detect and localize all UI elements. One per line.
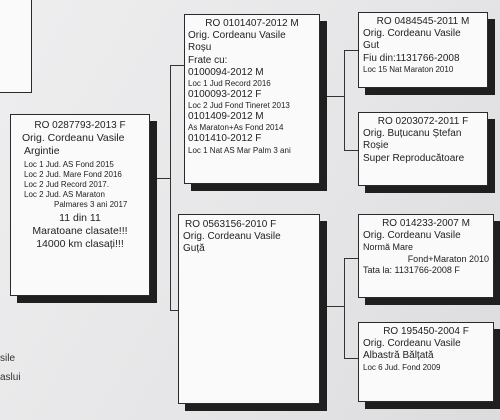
dam-reg: RO 0563156-2010 F	[185, 219, 277, 230]
sire-dam-box	[358, 112, 488, 186]
connector-line	[344, 150, 358, 151]
sire-sire-box	[358, 12, 488, 88]
cropped-text: sile	[0, 353, 16, 364]
connector-line	[344, 358, 358, 359]
ds-orig: Orig. Cordeanu Vasile	[363, 230, 461, 242]
sire-siblings-label: Frate cu:	[188, 54, 228, 66]
sire-reg: RO 0101407-2012 M	[205, 18, 299, 29]
sire-box	[184, 14, 320, 184]
dd-name: Albastră Bălțată	[363, 350, 434, 362]
connector-line	[344, 258, 345, 358]
ss-name: Gut	[363, 40, 380, 52]
connector-line	[344, 258, 358, 259]
dam-dam-box	[358, 322, 494, 402]
root-note: Loc 2 Jud. Mare Fond 2016	[24, 169, 122, 179]
ds-line2: Tata la: 1131766-2008 F	[363, 264, 460, 275]
sibling-reg: 0101409-2012 M	[188, 111, 264, 123]
ss-line1: Fiu din:1131766-2008	[363, 52, 460, 64]
sibling-note: Loc 1 Jud Record 2016	[188, 78, 271, 88]
dam-orig: Orig. Cordeanu Vasile	[183, 231, 281, 243]
root-summary: Maratoane clasate!!!	[32, 224, 128, 237]
connector-line	[150, 178, 170, 179]
sd-line1: Super Reproducătoare	[363, 152, 465, 164]
ds-name: Normă Mare	[363, 242, 414, 253]
dd-line1: Loc 6 Jud. Fond 2009	[363, 362, 441, 372]
sibling-note: Loc 2 Jud Fond Tineret 2013	[188, 101, 290, 111]
connector-line	[170, 65, 184, 66]
sibling-note: Loc 1 Nat AS Mar Palm 3 ani	[188, 145, 291, 155]
ds-reg: RO 014233-2007 M	[382, 218, 470, 229]
root-note: Loc 1 Jud. AS Fond 2015	[24, 159, 114, 169]
cropped-text: aslui	[0, 372, 21, 383]
ds-line1: Fond+Maraton 2010	[407, 253, 489, 264]
dam-sire-box	[358, 214, 494, 298]
connector-line	[344, 50, 345, 150]
dd-orig: Orig. Cordeanu Vasile	[363, 338, 461, 350]
root-orig: Orig. Cordeanu Vasile	[22, 132, 125, 145]
connector-line	[170, 65, 171, 310]
root-summary: 11 din 11	[59, 211, 101, 224]
sibling-note: As Maraton+As Fond 2014	[188, 123, 284, 133]
sd-orig: Orig. Buțucanu Ștefan	[363, 128, 462, 140]
connector-line	[344, 50, 358, 51]
ss-reg: RO 0484545-2011 M	[376, 16, 470, 27]
previous-box-fragment	[0, 0, 32, 93]
sibling-reg: 0101410-2012 F	[188, 133, 262, 145]
sd-reg: RO 0203072-2011 F	[377, 116, 469, 127]
connector-line	[320, 306, 344, 307]
sibling-reg: 0100093-2012 F	[188, 88, 262, 100]
sire-orig: Orig. Cordeanu Vasile	[188, 30, 286, 42]
sibling-reg: 0100094-2012 M	[188, 66, 264, 78]
connector-line	[320, 96, 344, 97]
ss-orig: Orig. Cordeanu Vasile	[363, 28, 461, 40]
root-reg: RO 0287793-2013 F	[34, 120, 126, 131]
root-note: Loc 2 Jud. AS Maraton	[24, 189, 105, 199]
ss-line2: Loc 15 Nat Maraton 2010	[363, 64, 454, 74]
root-name: Argintie	[24, 144, 60, 157]
root-note: Palmares 3 ani 2017	[54, 199, 128, 209]
dam-name: Guță	[183, 243, 205, 255]
root-pigeon-box	[10, 114, 150, 296]
sd-name: Roșie	[363, 140, 389, 152]
dd-reg: RO 195450-2004 F	[383, 326, 469, 337]
root-note: Loc 2 Jud Record 2017.	[24, 179, 109, 189]
dam-box	[178, 214, 320, 404]
sire-name: Roșu	[188, 42, 212, 54]
root-summary: 14000 km clasați!!!	[36, 238, 124, 251]
